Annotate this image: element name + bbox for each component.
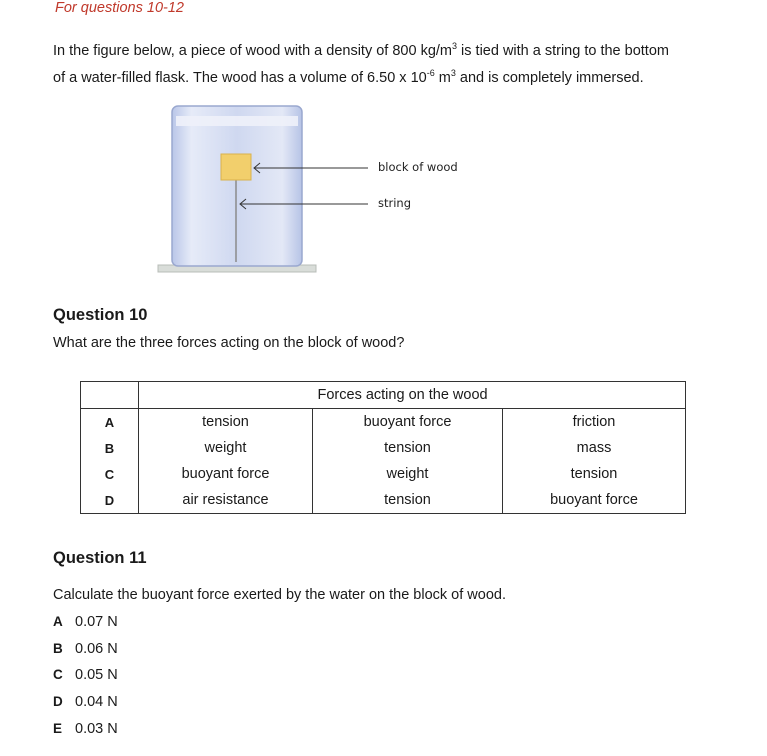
option-a[interactable]: A 0.07 N [53,614,118,630]
flask-body [172,106,302,266]
option-e[interactable]: E 0.03 N [53,721,118,737]
question-11-text: Calculate the buoyant force exerted by the water on the block of wood. [53,587,506,603]
intro-paragraph [53,38,753,92]
option-b[interactable]: B 0.06 N [53,641,118,657]
option-d[interactable]: D 0.04 N [53,694,118,710]
table-header: Forces acting on the wood [313,382,503,409]
question-11-title: Question 11 [53,549,147,567]
intro-line-2: of a water-filled flask. The wood has a volume of 6.50 x $10^{-6}$ $m^3$ and is completely immersed. [53,68,644,86]
flask-figure [150,92,480,282]
label-string: string [378,196,412,210]
option-c[interactable]: C 0.05 N [53,667,118,683]
forces-table [80,381,686,514]
water-surface [176,116,298,126]
table-row: D air resistance tension buoyant force [81,487,686,514]
intro-line-1: In the figure below, a piece of wood with a density of 800 $kg/m^3$ is tied with a string to the bottom [53,41,669,59]
table-row: B weight tension mass [81,435,686,461]
section-heading: For questions 10-12 [55,0,184,16]
question-10-text: What are the three forces acting on the block of wood? [53,335,405,351]
table-row: A tension buoyant force friction [81,409,686,436]
wood-block [221,154,251,180]
question-10-title: Question 10 [53,306,148,324]
table-row: C buoyant force weight tension [81,461,686,487]
label-block-of-wood: block of wood [378,160,458,174]
table-header-row [81,382,686,409]
